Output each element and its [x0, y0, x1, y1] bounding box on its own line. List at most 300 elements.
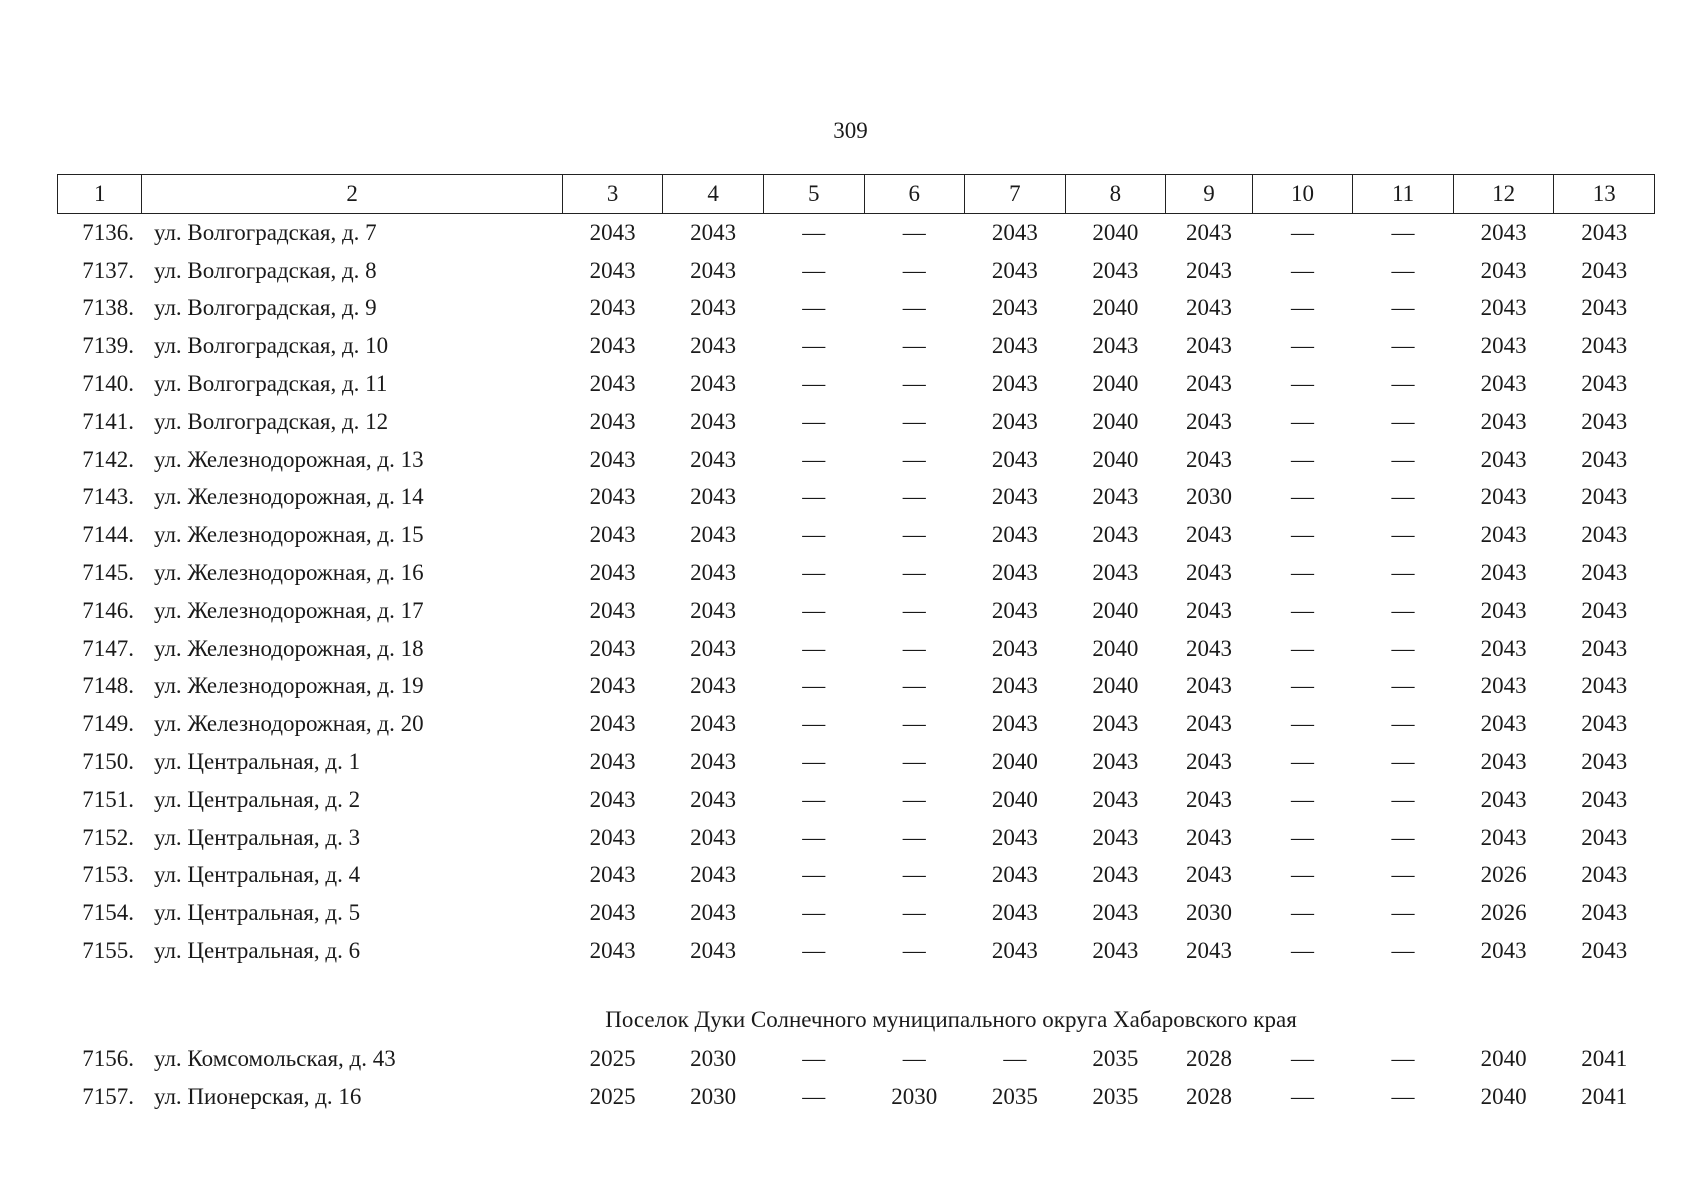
address-cell: ул. Железнодорожная, д. 13 — [153, 446, 424, 472]
year-cell: 2040 — [1092, 219, 1139, 245]
row-number: 7154. — [82, 900, 134, 926]
year-cell: — — [802, 635, 826, 661]
year-cell: — — [802, 1045, 826, 1071]
row-number: 7136. — [82, 219, 134, 245]
table-row — [58, 819, 1655, 857]
year-cell: — — [902, 1045, 926, 1071]
row-number: 7143. — [82, 484, 134, 510]
year-cell: — — [1003, 1045, 1027, 1071]
year-cell: — — [1391, 333, 1415, 359]
year-cell: — — [902, 711, 926, 737]
year-cell: 2043 — [1581, 749, 1628, 775]
year-cell: 2043 — [1480, 786, 1527, 812]
table-row — [58, 327, 1655, 365]
year-cell: 2043 — [589, 673, 636, 699]
year-cell: 2043 — [589, 371, 636, 397]
page-number: 309 — [833, 118, 868, 143]
address-cell: ул. Железнодорожная, д. 20 — [153, 711, 424, 737]
year-cell: 2035 — [1092, 1045, 1139, 1071]
table-row — [58, 554, 1655, 592]
column-header-9: 9 — [1166, 175, 1252, 214]
year-cell: 2040 — [1480, 1045, 1527, 1071]
year-cell: 2043 — [1185, 862, 1232, 888]
year-cell: — — [902, 900, 926, 926]
year-cell: 2043 — [1480, 219, 1527, 245]
year-cell: — — [1290, 862, 1314, 888]
year-cell: 2043 — [1480, 295, 1527, 321]
year-cell: — — [1290, 1083, 1314, 1109]
column-header-13: 13 — [1554, 175, 1655, 214]
year-cell: — — [902, 824, 926, 850]
year-cell: — — [1391, 900, 1415, 926]
address-cell: ул. Комсомольская, д. 43 — [153, 1045, 396, 1071]
address-cell: ул. Железнодорожная, д. 14 — [153, 484, 424, 510]
table-body — [58, 214, 1655, 1116]
address-cell: ул. Пионерская, д. 16 — [153, 1083, 362, 1109]
year-cell: — — [1391, 673, 1415, 699]
year-cell: 2043 — [1092, 900, 1139, 926]
year-cell: 2043 — [991, 597, 1038, 623]
column-header-10: 10 — [1252, 175, 1353, 214]
year-cell: 2026 — [1480, 900, 1527, 926]
year-cell: 2043 — [1092, 824, 1139, 850]
year-cell: — — [802, 673, 826, 699]
year-cell: 2043 — [1581, 408, 1628, 434]
year-cell: 2043 — [1092, 749, 1139, 775]
year-cell: 2026 — [1480, 862, 1527, 888]
year-cell: 2043 — [1185, 635, 1232, 661]
table-row — [58, 441, 1655, 479]
year-cell: 2043 — [991, 900, 1038, 926]
year-cell: — — [902, 635, 926, 661]
year-cell: — — [1290, 900, 1314, 926]
year-cell: 2043 — [1581, 597, 1628, 623]
data-table — [57, 174, 1655, 1116]
year-cell: — — [802, 219, 826, 245]
year-cell: — — [1290, 711, 1314, 737]
address-cell: ул. Центральная, д. 1 — [153, 749, 361, 775]
address-cell: ул. Волгоградская, д. 7 — [153, 219, 377, 245]
year-cell: — — [902, 446, 926, 472]
year-cell: 2043 — [690, 673, 737, 699]
year-cell: 2043 — [1185, 938, 1232, 964]
year-cell: 2043 — [1185, 673, 1232, 699]
year-cell: 2043 — [1185, 711, 1232, 737]
row-number: 7156. — [82, 1045, 134, 1071]
year-cell: — — [802, 824, 826, 850]
table-row — [58, 592, 1655, 630]
table-row — [58, 668, 1655, 706]
year-cell: 2043 — [690, 635, 737, 661]
year-cell: — — [1290, 522, 1314, 548]
year-cell: 2043 — [991, 673, 1038, 699]
table-row — [58, 705, 1655, 743]
year-cell: 2043 — [1480, 597, 1527, 623]
year-cell: 2043 — [1480, 749, 1527, 775]
year-cell: — — [902, 219, 926, 245]
year-cell: — — [902, 257, 926, 283]
year-cell: — — [902, 333, 926, 359]
year-cell: 2043 — [690, 786, 737, 812]
year-cell: 2043 — [690, 408, 737, 434]
year-cell: 2043 — [1581, 522, 1628, 548]
year-cell: 2043 — [1581, 824, 1628, 850]
year-cell: 2040 — [1480, 1083, 1527, 1109]
year-cell: 2043 — [1581, 257, 1628, 283]
year-cell: 2040 — [1092, 295, 1139, 321]
year-cell: — — [1290, 1045, 1314, 1071]
year-cell: — — [902, 371, 926, 397]
year-cell: 2043 — [1581, 711, 1628, 737]
address-cell: ул. Волгоградская, д. 9 — [153, 295, 377, 321]
section-title: Поселок Дуки Солнечного муниципального округа Хабаровского края — [605, 1006, 1297, 1032]
year-cell: 2040 — [991, 749, 1038, 775]
address-cell: ул. Центральная, д. 5 — [153, 900, 361, 926]
year-cell: — — [902, 673, 926, 699]
year-cell: 2043 — [1185, 786, 1232, 812]
year-cell: 2043 — [1092, 560, 1139, 586]
year-cell: — — [1391, 824, 1415, 850]
year-cell: 2043 — [589, 938, 636, 964]
year-cell: — — [1391, 295, 1415, 321]
year-cell: 2043 — [1480, 635, 1527, 661]
year-cell: 2043 — [589, 824, 636, 850]
year-cell: 2043 — [1480, 673, 1527, 699]
year-cell: 2043 — [1581, 786, 1628, 812]
year-cell: 2043 — [1581, 484, 1628, 510]
year-cell: 2043 — [589, 862, 636, 888]
year-cell: — — [902, 484, 926, 510]
year-cell: 2035 — [1092, 1083, 1139, 1109]
year-cell: 2030 — [690, 1045, 737, 1071]
year-cell: — — [902, 560, 926, 586]
year-cell: 2043 — [1092, 862, 1139, 888]
row-number: 7137. — [82, 257, 134, 283]
column-header-2: 2 — [142, 175, 562, 214]
year-cell: 2043 — [991, 560, 1038, 586]
year-cell: — — [1290, 597, 1314, 623]
column-header-8: 8 — [1065, 175, 1166, 214]
year-cell: 2043 — [991, 522, 1038, 548]
year-cell: 2043 — [690, 257, 737, 283]
column-header-12: 12 — [1453, 175, 1554, 214]
address-cell: ул. Центральная, д. 2 — [153, 786, 361, 812]
table-row — [58, 781, 1655, 819]
year-cell: 2043 — [1581, 900, 1628, 926]
year-cell: 2043 — [589, 900, 636, 926]
year-cell: — — [802, 408, 826, 434]
year-cell: 2043 — [1581, 333, 1628, 359]
year-cell: 2043 — [1581, 219, 1628, 245]
year-cell: — — [1391, 446, 1415, 472]
column-header-7: 7 — [965, 175, 1066, 214]
year-cell: 2043 — [1581, 371, 1628, 397]
year-cell: 2043 — [1092, 257, 1139, 283]
year-cell: 2025 — [589, 1083, 636, 1109]
column-header-6: 6 — [864, 175, 965, 214]
header-row — [58, 175, 1655, 214]
year-cell: 2043 — [991, 446, 1038, 472]
year-cell: 2043 — [1092, 786, 1139, 812]
year-cell: — — [1290, 786, 1314, 812]
year-cell: 2043 — [589, 522, 636, 548]
year-cell: 2043 — [991, 862, 1038, 888]
address-cell: ул. Железнодорожная, д. 15 — [153, 522, 424, 548]
year-cell: 2043 — [589, 257, 636, 283]
year-cell: 2043 — [1581, 938, 1628, 964]
row-number: 7145. — [82, 560, 134, 586]
year-cell: 2040 — [1092, 597, 1139, 623]
year-cell: 2043 — [589, 408, 636, 434]
year-cell: — — [802, 446, 826, 472]
year-cell: 2043 — [690, 862, 737, 888]
year-cell: 2043 — [589, 333, 636, 359]
year-cell: — — [1290, 371, 1314, 397]
row-number: 7153. — [82, 862, 134, 888]
year-cell: — — [1290, 219, 1314, 245]
table-row — [58, 479, 1655, 517]
column-header-5: 5 — [763, 175, 864, 214]
year-cell: — — [902, 862, 926, 888]
year-cell: 2043 — [991, 295, 1038, 321]
year-cell: 2043 — [690, 597, 737, 623]
year-cell: — — [1391, 484, 1415, 510]
year-cell: 2041 — [1581, 1045, 1628, 1071]
year-cell: — — [802, 711, 826, 737]
row-number: 7147. — [82, 635, 134, 661]
year-cell: 2043 — [991, 219, 1038, 245]
year-cell: 2043 — [690, 219, 737, 245]
year-cell: — — [1290, 938, 1314, 964]
year-cell: 2043 — [690, 938, 737, 964]
year-cell: 2043 — [1185, 295, 1232, 321]
row-number: 7139. — [82, 333, 134, 359]
year-cell: 2043 — [690, 824, 737, 850]
year-cell: 2043 — [991, 824, 1038, 850]
year-cell: — — [1391, 749, 1415, 775]
year-cell: 2043 — [589, 635, 636, 661]
address-cell: ул. Центральная, д. 3 — [153, 824, 361, 850]
year-cell: 2043 — [1480, 522, 1527, 548]
year-cell: 2040 — [991, 786, 1038, 812]
year-cell: — — [1290, 408, 1314, 434]
year-cell: 2043 — [690, 900, 737, 926]
table-row — [58, 932, 1655, 970]
row-number: 7146. — [82, 597, 134, 623]
table-row — [58, 365, 1655, 403]
row-number: 7142. — [82, 446, 134, 472]
column-header-4: 4 — [663, 175, 764, 214]
year-cell: 2030 — [891, 1083, 938, 1109]
year-cell: — — [1391, 862, 1415, 888]
column-header-3: 3 — [562, 175, 663, 214]
year-cell: 2043 — [690, 560, 737, 586]
year-cell: 2043 — [1092, 484, 1139, 510]
year-cell: 2043 — [1480, 938, 1527, 964]
table-row — [58, 1040, 1655, 1078]
year-cell: — — [802, 257, 826, 283]
section-heading-row — [58, 1000, 1655, 1040]
year-cell: 2043 — [1480, 257, 1527, 283]
row-number: 7151. — [82, 786, 134, 812]
year-cell: 2043 — [1581, 446, 1628, 472]
year-cell: — — [1290, 749, 1314, 775]
year-cell: — — [1391, 938, 1415, 964]
row-number: 7150. — [82, 749, 134, 775]
year-cell: 2040 — [1092, 446, 1139, 472]
year-cell: — — [1290, 824, 1314, 850]
year-cell: — — [902, 597, 926, 623]
year-cell: — — [902, 408, 926, 434]
year-cell: 2043 — [1092, 938, 1139, 964]
year-cell: 2043 — [690, 371, 737, 397]
row-number: 7141. — [82, 408, 134, 434]
year-cell: 2040 — [1092, 673, 1139, 699]
year-cell: 2043 — [991, 938, 1038, 964]
year-cell: 2043 — [1480, 446, 1527, 472]
table-row — [58, 894, 1655, 932]
row-number: 7155. — [82, 938, 134, 964]
year-cell: 2043 — [1185, 522, 1232, 548]
year-cell: 2043 — [1185, 371, 1232, 397]
year-cell: 2043 — [991, 371, 1038, 397]
year-cell: — — [1391, 597, 1415, 623]
row-number: 7144. — [82, 522, 134, 548]
year-cell: — — [1290, 295, 1314, 321]
year-cell: 2043 — [589, 786, 636, 812]
year-cell: 2043 — [1092, 522, 1139, 548]
year-cell: — — [1391, 257, 1415, 283]
year-cell: — — [1290, 257, 1314, 283]
address-cell: ул. Железнодорожная, д. 17 — [153, 597, 424, 623]
table-row — [58, 1078, 1655, 1116]
year-cell: — — [1391, 522, 1415, 548]
year-cell: — — [802, 900, 826, 926]
table-row — [58, 403, 1655, 441]
year-cell: 2043 — [1185, 446, 1232, 472]
year-cell: — — [802, 597, 826, 623]
address-cell: ул. Центральная, д. 4 — [153, 862, 361, 888]
year-cell: 2043 — [690, 446, 737, 472]
year-cell: 2025 — [589, 1045, 636, 1071]
year-cell: 2043 — [1092, 333, 1139, 359]
table-row — [58, 630, 1655, 668]
year-cell: 2043 — [1581, 862, 1628, 888]
year-cell: — — [802, 862, 826, 888]
year-cell: 2043 — [589, 711, 636, 737]
year-cell: 2043 — [1092, 711, 1139, 737]
year-cell: — — [1391, 1045, 1415, 1071]
year-cell: — — [1391, 219, 1415, 245]
year-cell: 2043 — [1480, 333, 1527, 359]
address-cell: ул. Волгоградская, д. 12 — [153, 408, 389, 434]
year-cell: 2043 — [589, 446, 636, 472]
year-cell: — — [1391, 711, 1415, 737]
table-row — [58, 516, 1655, 554]
row-number: 7157. — [82, 1083, 134, 1109]
year-cell: 2043 — [690, 711, 737, 737]
year-cell: 2040 — [1092, 635, 1139, 661]
year-cell: 2030 — [690, 1083, 737, 1109]
year-cell: 2043 — [1480, 408, 1527, 434]
year-cell: 2043 — [991, 408, 1038, 434]
year-cell: — — [1290, 560, 1314, 586]
year-cell: 2043 — [1185, 824, 1232, 850]
year-cell: 2043 — [690, 749, 737, 775]
year-cell: — — [802, 371, 826, 397]
address-cell: ул. Волгоградская, д. 8 — [153, 257, 377, 283]
row-number: 7149. — [82, 711, 134, 737]
year-cell: 2043 — [589, 484, 636, 510]
year-cell: — — [1290, 673, 1314, 699]
year-cell: 2043 — [589, 295, 636, 321]
year-cell: — — [902, 295, 926, 321]
address-cell: ул. Железнодорожная, д. 16 — [153, 560, 424, 586]
year-cell: 2043 — [589, 597, 636, 623]
year-cell: — — [1391, 560, 1415, 586]
year-cell: — — [802, 938, 826, 964]
year-cell: — — [1290, 484, 1314, 510]
column-header-11: 11 — [1353, 175, 1454, 214]
year-cell: 2043 — [589, 560, 636, 586]
year-cell: — — [902, 938, 926, 964]
table-row — [58, 290, 1655, 328]
year-cell: 2043 — [690, 295, 737, 321]
year-cell: 2040 — [1092, 371, 1139, 397]
row-number: 7148. — [82, 673, 134, 699]
row-number: 7140. — [82, 371, 134, 397]
year-cell: — — [1391, 371, 1415, 397]
year-cell: 2043 — [1185, 749, 1232, 775]
year-cell: 2043 — [991, 635, 1038, 661]
year-cell: 2043 — [1581, 635, 1628, 661]
year-cell: — — [802, 786, 826, 812]
year-cell: 2043 — [1480, 484, 1527, 510]
year-cell: 2043 — [1480, 560, 1527, 586]
year-cell: — — [802, 522, 826, 548]
year-cell: 2043 — [690, 484, 737, 510]
year-cell: — — [1391, 635, 1415, 661]
table-row — [58, 857, 1655, 895]
year-cell: 2043 — [1185, 257, 1232, 283]
year-cell: — — [1290, 333, 1314, 359]
year-cell: — — [902, 786, 926, 812]
address-cell: ул. Центральная, д. 6 — [153, 938, 361, 964]
year-cell: — — [902, 749, 926, 775]
address-cell: ул. Волгоградская, д. 11 — [153, 371, 388, 397]
year-cell: 2035 — [991, 1083, 1038, 1109]
year-cell: 2043 — [1581, 560, 1628, 586]
year-cell: 2043 — [589, 219, 636, 245]
year-cell: 2043 — [1185, 219, 1232, 245]
table-row — [58, 214, 1655, 252]
year-cell: — — [802, 560, 826, 586]
year-cell: — — [802, 749, 826, 775]
section-spacer — [58, 970, 1655, 1000]
year-cell: 2043 — [1581, 295, 1628, 321]
address-cell: ул. Железнодорожная, д. 19 — [153, 673, 424, 699]
table-row — [58, 743, 1655, 781]
address-cell: ул. Железнодорожная, д. 18 — [153, 635, 424, 661]
year-cell: 2043 — [1185, 560, 1232, 586]
year-cell: 2043 — [690, 333, 737, 359]
year-cell: — — [802, 484, 826, 510]
column-header-1: 1 — [58, 175, 142, 214]
year-cell: — — [1391, 786, 1415, 812]
year-cell: — — [802, 333, 826, 359]
year-cell: 2030 — [1185, 484, 1232, 510]
table-header — [58, 175, 1655, 214]
